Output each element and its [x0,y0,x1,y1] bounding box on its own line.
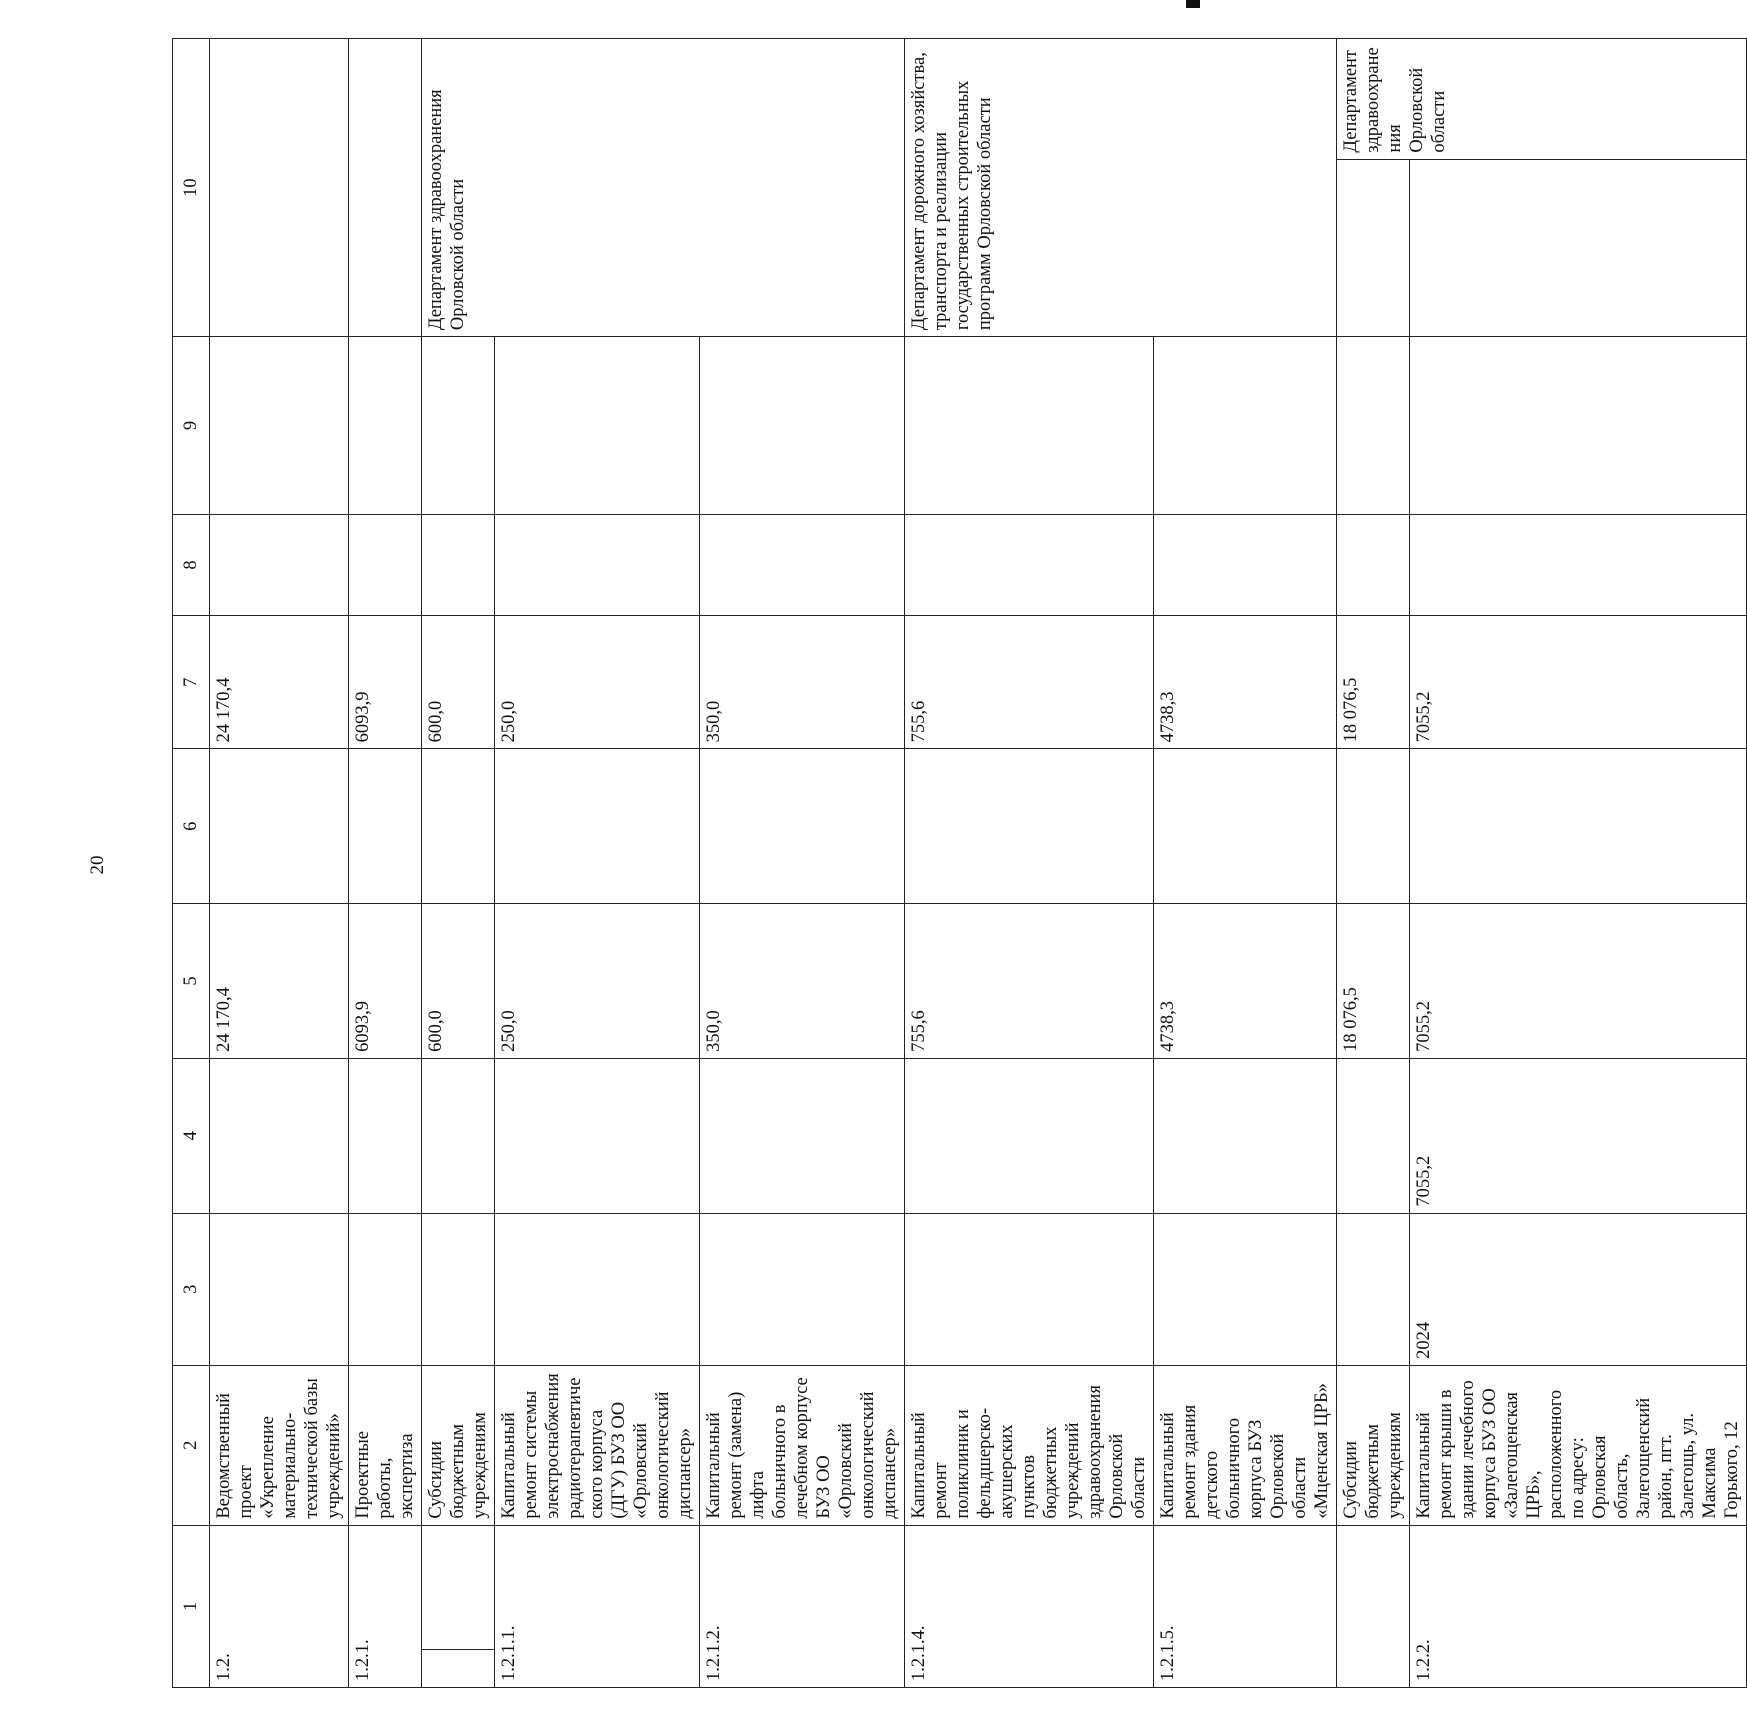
header-cell-9: 9 [173,337,210,515]
row-col6 [1410,749,1747,904]
row-dept: Департамент здравоохранения Орловской области [1337,39,1747,160]
row-col8 [1410,514,1747,615]
row-dept: Департамент дорожного хозяйства, транспорта и реализации государственных строительных программ Орловской области [905,39,1337,337]
row-col6 [495,749,700,904]
row-col8 [1154,514,1337,615]
row-number: 1.2.2. [1410,1525,1747,1687]
row-col5: 600,0 [422,904,495,1059]
row-col8 [700,514,905,615]
row-col9 [495,337,700,515]
row-col9 [349,337,422,515]
header-cell-10: 10 [173,39,210,337]
row-col7: 7055,2 [1410,616,1747,749]
row-col8 [1337,514,1410,615]
row-col9 [1337,337,1410,515]
header-cell-6: 6 [173,749,210,904]
row-col7: 24 170,4 [210,616,349,749]
row-number: 1.2.1.4. [905,1525,1154,1687]
row-col6 [349,749,422,904]
row-number: 1.2. [210,1525,349,1687]
row-year: 2024 [1410,1213,1747,1365]
row-col6 [1337,749,1410,904]
row-col5: 755,6 [905,904,1154,1059]
row-year [422,1213,495,1365]
row-col6 [905,749,1154,904]
row-year [1337,1213,1410,1365]
row-col9 [210,337,349,515]
scan-edge-mark [1186,0,1200,8]
row-dept [210,39,349,337]
row-col6 [422,749,495,904]
header-cell-3: 3 [173,1213,210,1365]
row-col6 [210,749,349,904]
row-name: Ведомственный проект «Укрепление материально-технической базы учреждений» [210,1365,349,1525]
row-col7: 755,6 [905,616,1154,749]
row-col4 [422,1058,495,1213]
row-col6 [1154,749,1337,904]
header-cell-7: 7 [173,616,210,749]
row-name: Субсидии бюджетным учреждениям [1337,1365,1410,1525]
row-year [349,1213,422,1365]
row-col5: 24 170,4 [210,904,349,1059]
row-name: Капитальный ремонт (замена) лифта больничного в лечебном корпусе БУЗ ОО «Орловский онкологический диспансер» [700,1365,905,1525]
row-col9 [1410,337,1747,515]
row-col5: 7055,2 [1410,904,1747,1059]
table-row [1337,39,1410,1688]
header-cell-1: 1 [173,1525,210,1687]
table-row [1410,39,1747,1688]
row-number: 1.2.1.2. [700,1525,905,1687]
header-row [173,39,210,1688]
row-col5: 350,0 [700,904,905,1059]
row-col8 [495,514,700,615]
row-col4 [1154,1058,1337,1213]
row-col9 [1154,337,1337,515]
row-col5: 18 076,5 [1337,904,1410,1059]
row-col9 [422,337,495,515]
row-year [905,1213,1154,1365]
row-col7: 250,0 [495,616,700,749]
table-row [905,39,1154,1688]
row-year [1154,1213,1337,1365]
table-row [422,39,495,1688]
row-col8 [210,514,349,615]
row-col8 [905,514,1154,615]
row-name: Капитальный ремонт поликлиник и фельдшерско-акушерских пунктов бюджетных учреждений здравоохранения Орловской области [905,1365,1154,1525]
row-col4 [210,1058,349,1213]
table-row [349,39,422,1688]
row-year [210,1213,349,1365]
budget-table [172,38,1747,1688]
row-number-spacer [422,1649,495,1687]
row-year [495,1213,700,1365]
row-dept: Департамент здравоохранения Орловской области [422,39,905,337]
row-col5: 4738,3 [1154,904,1337,1059]
row-number: 1.2.1.5. [1154,1525,1337,1687]
row-col4 [495,1058,700,1213]
row-col9 [700,337,905,515]
row-year [700,1213,905,1365]
row-col4 [349,1058,422,1213]
row-number [422,1525,495,1649]
row-col6 [700,749,905,904]
row-number [1337,1525,1410,1687]
row-col8 [422,514,495,615]
header-cell-5: 5 [173,904,210,1059]
row-dept [349,39,422,337]
row-col7: 350,0 [700,616,905,749]
row-number: 1.2.1. [349,1525,422,1687]
header-cell-2: 2 [173,1365,210,1525]
row-number: 1.2.1.1. [495,1525,700,1687]
header-cell-8: 8 [173,514,210,615]
row-name: Капитальный ремонт системы электроснабжения радиотерапевтического корпуса (ДГУ) БУЗ ОО «Орловский онкологический диспансер» [495,1365,700,1525]
row-name: Субсидии бюджетным учреждениям [422,1365,495,1525]
row-col7: 600,0 [422,616,495,749]
row-col4 [905,1058,1154,1213]
row-name: Капитальный ремонт здания детского больничного корпуса БУЗ Орловской области «Мценская ЦРБ» [1154,1365,1337,1525]
page-number: 20 [87,855,108,875]
header-cell-4: 4 [173,1058,210,1213]
row-col5: 6093,9 [349,904,422,1059]
row-col7: 18 076,5 [1337,616,1410,749]
row-col4: 7055,2 [1410,1058,1747,1213]
row-name: Проектные работы, экспертиза [349,1365,422,1525]
row-col5: 250,0 [495,904,700,1059]
rotated-sheet [172,38,1742,1688]
row-col8 [349,514,422,615]
row-col7: 4738,3 [1154,616,1337,749]
row-col4 [1337,1058,1410,1213]
row-col7: 6093,9 [349,616,422,749]
row-name: Капитальный ремонт крыши в здании лечебного корпуса БУЗ ОО «Залегощенская ЦРБ», расположенного по адресу: Орловская область, Залегощенский район, пгт. Залегощь, ул. Максима Горького, 12 [1410,1365,1747,1525]
row-dept-spacer [1410,159,1747,337]
row-col4 [700,1058,905,1213]
row-dept-spacer [1337,159,1410,337]
table-row [210,39,349,1688]
row-col9 [905,337,1154,515]
